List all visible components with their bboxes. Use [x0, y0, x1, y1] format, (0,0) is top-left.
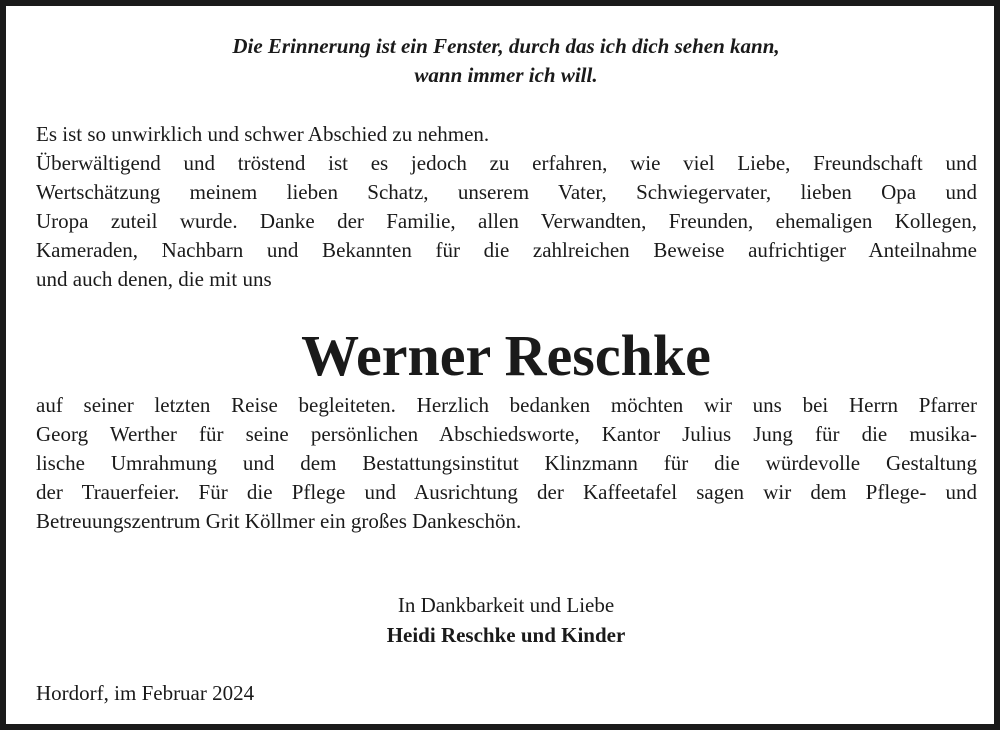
text-line: Es ist so unwirklich und schwer Abschied zu nehmen. [36, 122, 490, 146]
text-line: und auch denen, die mit uns [36, 267, 272, 291]
text-line: Betreuungszentrum Grit Köllmer ein großes Dankeschön. [36, 509, 522, 533]
text-line: der Trauerfeier. Für die Pflege und Ausrichtung der Kaffeetafel sagen wir dem Pflege- und [36, 480, 977, 504]
text-line: Überwältigend und tröstend ist es jedoch zu erfahren, wie viel Liebe, Freundschaft und [36, 151, 977, 175]
signers: Heidi Reschke und Kinder [386, 623, 626, 647]
text-line: Uropa zuteil wurde. Danke der Familie, allen Verwandten, Freunden, ehemaligen Kollegen, [36, 209, 977, 233]
deceased-name: Werner Reschke [301, 323, 711, 388]
thanks-paragraph-details [36, 391, 977, 536]
place-date: Hordorf, im Februar 2024 [36, 681, 255, 705]
memorial-quote [36, 32, 976, 90]
closing-block [36, 590, 976, 650]
quote-line: Die Erinnerung ist ein Fenster, durch das ich dich sehen kann, [232, 34, 780, 58]
text-line: Kameraden, Nachbarn und Bekannten für die zahlreichen Beweise aufrichtiger Anteilnahme [36, 238, 977, 262]
closing-phrase: In Dankbarkeit und Liebe [397, 593, 615, 617]
text-line: Wertschätzung meinem lieben Schatz, unserem Vater, Schwiegervater, lieben Opa und [36, 180, 977, 204]
text-line: lische Umrahmung und dem Bestattungsinstitut Klinzmann für die würdevolle Gestaltung [36, 451, 977, 475]
thanks-paragraph-intro [36, 120, 977, 294]
quote-line: wann immer ich will. [414, 63, 598, 87]
text-line: Georg Werther für seine persönlichen Abschiedsworte, Kantor Julius Jung für die musika- [36, 422, 977, 446]
text-line: auf seiner letzten Reise begleiteten. Herzlich bedanken möchten wir uns bei Herrn Pfarrer [36, 393, 977, 417]
